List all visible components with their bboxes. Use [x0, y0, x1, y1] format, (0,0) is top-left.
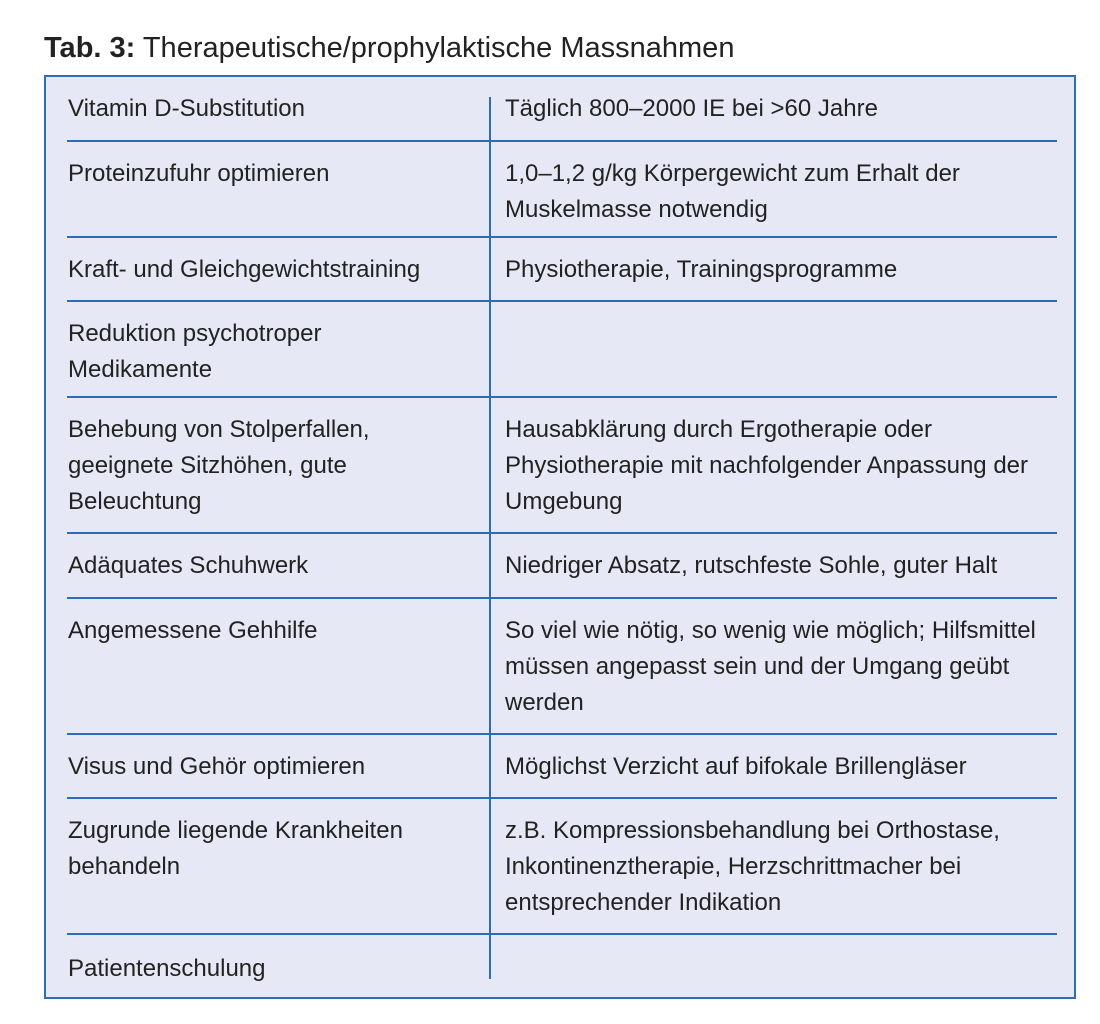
- table-row: [67, 534, 1057, 599]
- table-row: [67, 599, 1057, 735]
- measure-cell: Behebung von Stolperfallen, geeignete Sitzhöhen, gute Beleuchtung: [68, 416, 370, 515]
- detail-cell: z.B. Kompressionsbehandlung bei Orthostase, Inkontinenztherapie, Herzschrittmacher bei entsprechender Indikation: [505, 817, 1000, 916]
- measures-table: [44, 75, 1076, 999]
- table-row: [67, 799, 1057, 935]
- measure-cell: Reduktion psychotroper Medikamente: [68, 320, 322, 383]
- measure-cell: Angemessene Gehhilfe: [68, 617, 318, 644]
- detail-cell: Niedriger Absatz, rutschfeste Sohle, guter Halt: [505, 552, 998, 579]
- measure-cell: Proteinzufuhr optimieren: [68, 160, 330, 187]
- detail-cell: Täglich 800–2000 IE bei >60 Jahre: [505, 95, 878, 122]
- detail-cell: Physiotherapie, Trainingsprogramme: [505, 256, 898, 283]
- detail-cell: 1,0–1,2 g/kg Körpergewicht zum Erhalt der Muskelmasse notwendig: [505, 160, 960, 223]
- table-row: [67, 302, 1057, 398]
- measure-cell: Zugrunde liegende Krankheiten behandeln: [68, 817, 403, 880]
- measure-cell: Adäquates Schuhwerk: [68, 552, 309, 579]
- table-row: [67, 735, 1057, 799]
- measure-cell: Kraft- und Gleichgewichtstraining: [68, 256, 421, 283]
- table-row: [67, 398, 1057, 534]
- measure-cell: Patientenschulung: [68, 955, 266, 982]
- detail-cell: Hausabklärung durch Ergotherapie oder Physiotherapie mit nachfolgender Anpassung der Umgebung: [505, 416, 1029, 515]
- table-row: [67, 142, 1057, 238]
- detail-cell: So viel wie nötig, so wenig wie möglich; Hilfsmittel müssen angepasst sein und der Umgang geübt werden: [505, 617, 1036, 716]
- table-row: [67, 935, 1057, 997]
- table-row: [67, 238, 1057, 302]
- table-caption: [44, 30, 734, 66]
- table-label: Tab. 3:: [44, 32, 136, 64]
- table-title: Therapeutische/prophylaktische Massnahmen: [135, 32, 735, 64]
- detail-cell: Möglichst Verzicht auf bifokale Brillengläser: [505, 753, 967, 780]
- table-row: [67, 77, 1057, 142]
- measure-cell: Visus und Gehör optimieren: [68, 753, 366, 780]
- measure-cell: Vitamin D-Substitution: [68, 95, 305, 122]
